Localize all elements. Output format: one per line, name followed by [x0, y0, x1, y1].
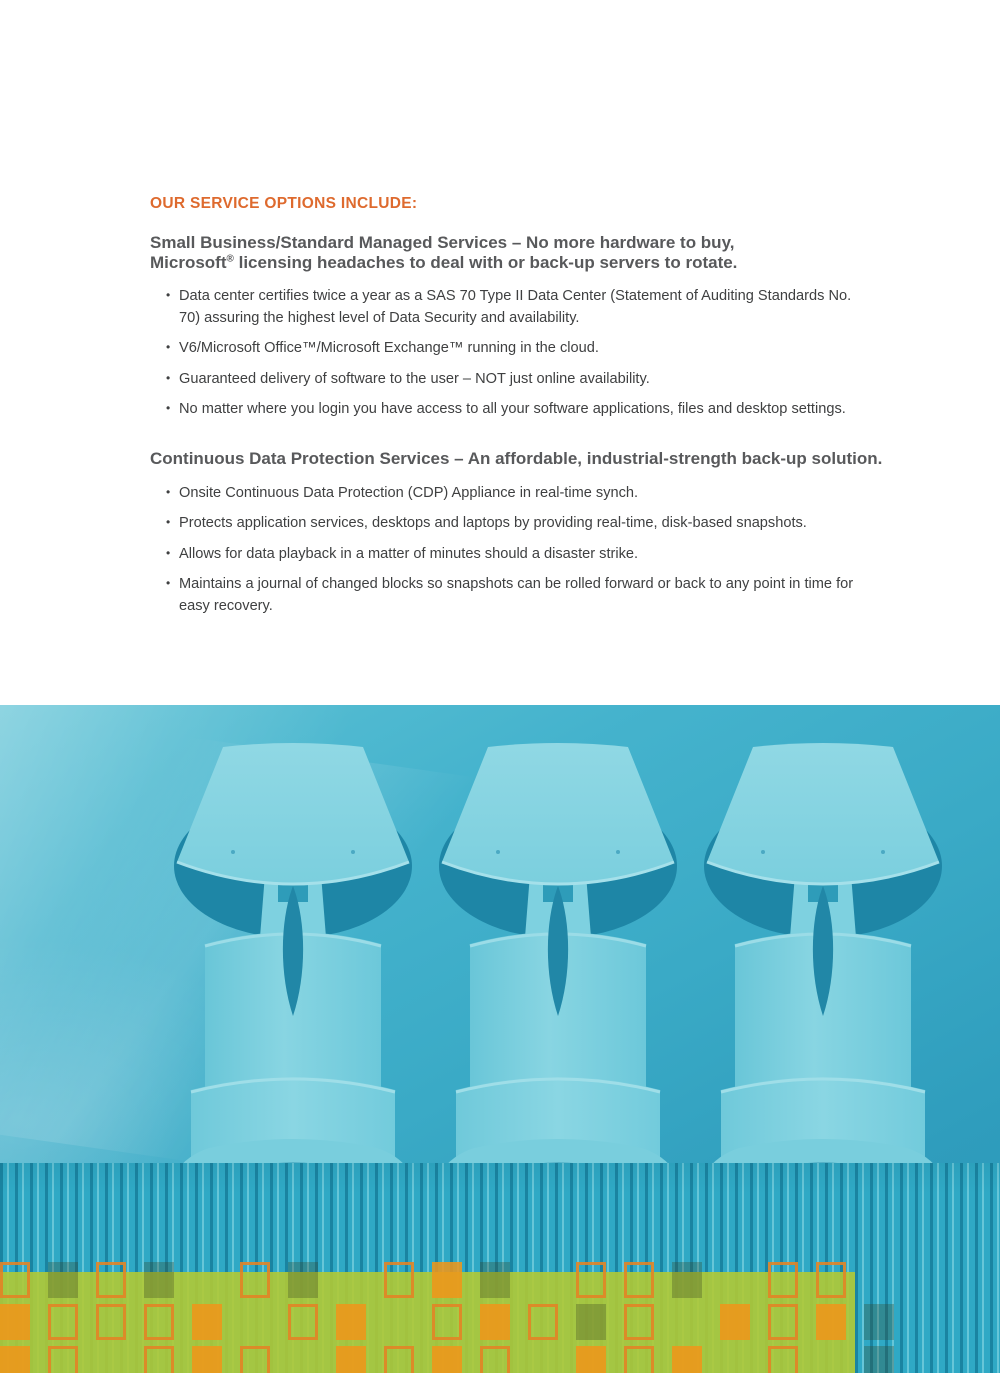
- bullet-item: [150, 399, 871, 421]
- bullet-text: Protects application services, desktops and laptops by providing real-time, disk-based snapshots.: [179, 515, 807, 531]
- pattern-square: [240, 1262, 270, 1298]
- pattern-square: [336, 1346, 366, 1373]
- pattern-square: [768, 1262, 798, 1298]
- pattern-square: [48, 1346, 78, 1373]
- pattern-square: [480, 1304, 510, 1340]
- pattern-square: [528, 1304, 558, 1340]
- pattern-square: [768, 1304, 798, 1340]
- pattern-square: [672, 1262, 702, 1298]
- pattern-square: [576, 1304, 606, 1340]
- pattern-square: [816, 1262, 846, 1298]
- pattern-square: [336, 1304, 366, 1340]
- pattern-square: [48, 1304, 78, 1340]
- squares-pattern: [0, 705, 1000, 1373]
- pattern-square: [624, 1304, 654, 1340]
- bullet-text: Data center certifies twice a year as a SAS 70 Type II Data Center (Statement of Auditing Standards No. 70) assuring the highest level of Data Security and availability.: [179, 288, 852, 326]
- bullet-item: [150, 483, 871, 505]
- pattern-square: [192, 1346, 222, 1373]
- pattern-square: [0, 1304, 30, 1340]
- pattern-square: [240, 1346, 270, 1373]
- bullet-marker: •: [166, 515, 171, 529]
- bullet-text: V6/Microsoft Office™/Microsoft Exchange™ running in the cloud.: [179, 340, 599, 356]
- pattern-square: [576, 1262, 606, 1298]
- pattern-square: [0, 1346, 30, 1373]
- bullet-marker: •: [166, 484, 171, 499]
- pattern-square: [384, 1346, 414, 1373]
- bullet-item: [150, 338, 871, 360]
- heading-text-cont: licensing headaches to deal with or back-up servers to rotate.: [233, 253, 738, 272]
- pattern-square: [0, 1262, 30, 1298]
- pattern-square: [144, 1304, 174, 1340]
- pattern-square: [576, 1346, 606, 1373]
- bullet-item: [150, 574, 871, 617]
- pattern-square: [432, 1262, 462, 1298]
- pattern-square: [288, 1262, 318, 1298]
- managed-services-heading: [150, 233, 818, 273]
- service-options-content: [150, 194, 883, 626]
- pattern-square: [480, 1346, 510, 1373]
- bullet-marker: •: [166, 545, 171, 560]
- bullet-text: Onsite Continuous Data Protection (CDP) Appliance in real-time synch.: [179, 484, 639, 501]
- managed-services-bullets: [150, 286, 855, 421]
- bullet-text: Guaranteed delivery of software to the user – NOT just online availability.: [179, 370, 650, 387]
- bullet-item: [150, 544, 871, 566]
- pattern-square: [384, 1262, 414, 1298]
- pattern-square: [672, 1346, 702, 1373]
- pattern-square: [624, 1262, 654, 1298]
- pattern-square: [144, 1346, 174, 1373]
- registered-mark: ®: [226, 253, 234, 265]
- bullet-item: [150, 369, 871, 391]
- pattern-square: [624, 1346, 654, 1373]
- bullet-marker: •: [166, 340, 171, 354]
- section-label: OUR SERVICE OPTIONS INCLUDE:: [150, 195, 418, 212]
- bullet-text: No matter where you login you have access to all your software applications, files and desktop settings.: [179, 401, 846, 417]
- bullet-marker: •: [166, 288, 171, 302]
- heading-text: Small Business/Standard Managed Services – No more hardware to buy, Microsoft: [150, 233, 735, 272]
- pattern-square: [432, 1346, 462, 1373]
- pattern-square: [144, 1262, 174, 1298]
- cdp-services-heading: Continuous Data Protection Services – An affordable, industrial-strength back-up solution.: [150, 448, 883, 468]
- bullet-marker: •: [166, 576, 171, 590]
- cdp-services-section: [150, 448, 883, 618]
- pattern-square: [768, 1346, 798, 1373]
- bullet-text: Allows for data playback in a matter of minutes should a disaster strike.: [179, 545, 639, 562]
- cdp-services-bullets: [150, 483, 855, 618]
- pattern-square: [48, 1262, 78, 1298]
- pattern-square: [96, 1304, 126, 1340]
- pattern-square: [864, 1304, 894, 1340]
- bullet-text: Maintains a journal of changed blocks so snapshots can be rolled forward or back to any point in time for easy recovery.: [179, 576, 854, 614]
- bullet-item: [150, 286, 871, 329]
- pattern-square: [864, 1346, 894, 1373]
- pattern-square: [720, 1304, 750, 1340]
- pattern-square: [96, 1262, 126, 1298]
- bullet-marker: •: [166, 370, 171, 385]
- managed-services-section: [150, 233, 855, 421]
- vent-pipes-photo: [0, 705, 1000, 1373]
- pattern-square: [192, 1304, 222, 1340]
- bullet-marker: •: [166, 401, 171, 415]
- pattern-square: [288, 1304, 318, 1340]
- pattern-square: [816, 1304, 846, 1340]
- pattern-square: [432, 1304, 462, 1340]
- bullet-item: [150, 513, 871, 535]
- pattern-square: [480, 1262, 510, 1298]
